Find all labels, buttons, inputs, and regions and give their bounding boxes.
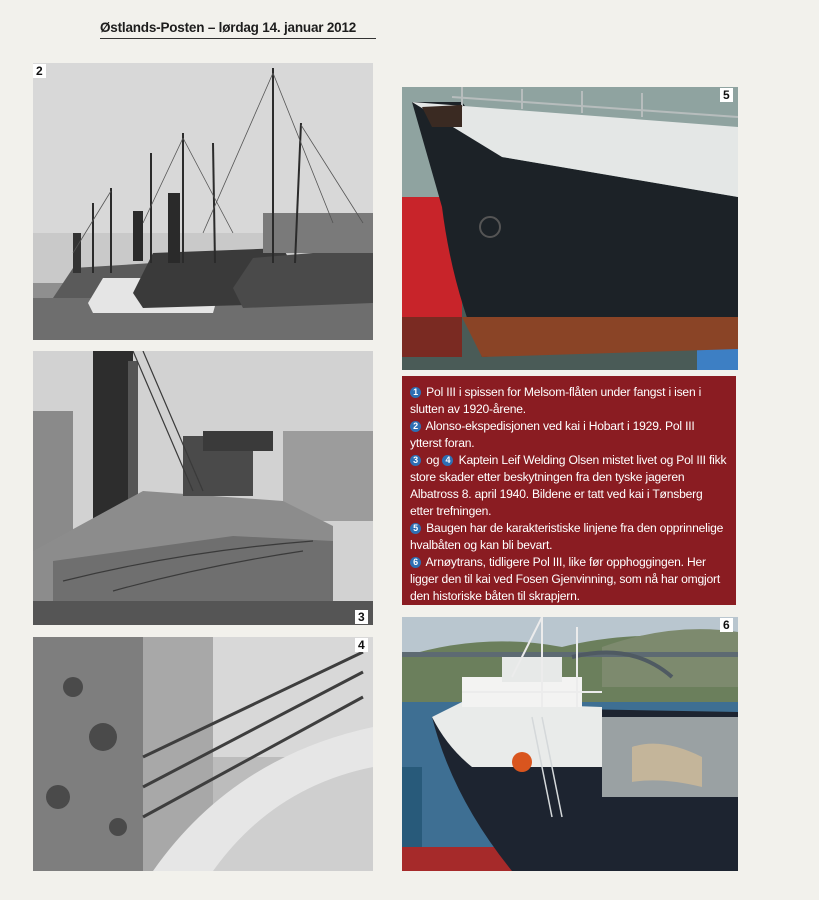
- caption-3-4: [410, 452, 728, 520]
- caption-text-3-4: Kaptein Leif Welding Olsen mistet livet og Pol III fikk store skader etter beskytningen fra den tyske jageren Albatross 8. april 1940. Bildene er tatt ved kai i Tønsberg etter trefningen.: [410, 453, 727, 518]
- photo-ship-at-quay: [402, 617, 738, 871]
- photo-number-5: 5: [720, 88, 733, 102]
- photo-harbour-ships: [33, 63, 373, 340]
- caption-text-6: Arnøytrans, tidligere Pol III, like før opphoggingen. Her ligger den til kai ved Fosen Gjenvinning, som nå har omgjort den historiske båten til skrapjern.: [410, 555, 720, 603]
- caption-1: [410, 384, 728, 418]
- caption-number-3: 3: [410, 455, 421, 466]
- caption-number-1: 1: [410, 387, 421, 398]
- caption-2: [410, 418, 728, 452]
- caption-number-4: 4: [442, 455, 453, 466]
- caption-number-2: 2: [410, 421, 421, 432]
- photo-number-3: 3: [355, 610, 368, 624]
- caption-5: [410, 520, 728, 554]
- photo-black-bow: [402, 87, 738, 370]
- caption-number-5: 5: [410, 523, 421, 534]
- photo-damaged-bow: [33, 351, 373, 625]
- caption-text-1: Pol III i spissen for Melsom-flåten under fangst i isen i slutten av 1920-årene.: [410, 385, 702, 416]
- photo-number-4: 4: [355, 638, 368, 652]
- caption-number-6: 6: [410, 557, 421, 568]
- newspaper-header: Østlands-Posten – lørdag 14. januar 2012: [100, 20, 376, 39]
- caption-6: [410, 554, 728, 605]
- photo-number-6: 6: [720, 618, 733, 632]
- caption-text-2: Alonso-ekspedisjonen ved kai i Hobart i 1929. Pol III ytterst foran.: [410, 419, 695, 450]
- photo-number-2: 2: [33, 64, 46, 78]
- caption-connector: og: [426, 453, 440, 467]
- caption-box: [402, 376, 736, 605]
- caption-text-5: Baugen har de karakteristiske linjene fra den opprinnelige hvalbåten og kan bli bevart.: [410, 521, 724, 552]
- photo-hull-closeup: [33, 637, 373, 871]
